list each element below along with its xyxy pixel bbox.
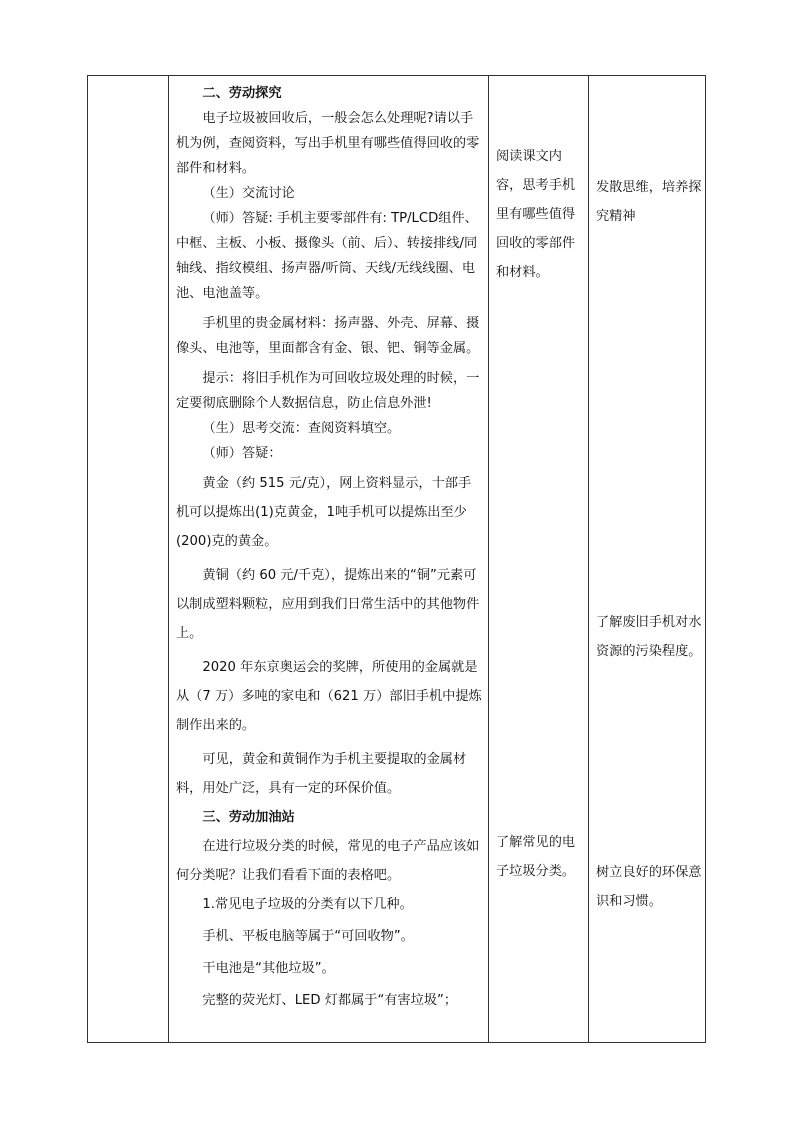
paragraph: 在进行垃圾分类的时候，常见的电子产品应该如何分类呢？让我们看看下面的表格吧。 [176,839,480,883]
lesson-table [87,75,706,1043]
paragraph: 提示：将旧手机作为可回收垃圾处理的时候，一定要彻底删除个人数据信息，防止信息外泄! [176,371,480,411]
section-heading: 三、劳动加油站 [202,810,295,825]
section-heading: 二、劳动探究 [202,86,282,101]
student-activity: 了解常见的电子垃圾分类。 [496,835,576,879]
student-activity: 阅读课文内容，思考手机里有哪些值得回收的零部件和材料。 [496,149,576,280]
paragraph: （师）答疑: 手机主要零部件有: TP/LCD组件、中框、主板、小板、摄像头（前、后）、转接排线/同轴线、指纹模组、扬声器/听筒、天线/无线线圈、电池、电池盖等。 [176,211,478,301]
paragraph: 1.常见电子垃圾的分类有以下几种。 [202,897,413,912]
design-intent-column [588,76,707,1042]
paragraph: 可见，黄金和黄铜作为手机主要提取的金属材料，用处广泛，具有一定的环保价值。 [176,752,467,796]
student-activity-column [488,76,588,1042]
paragraph: 黄金（约 515 元/克），网上资料显示，十部手机可以提炼出(1)克黄金，1吨手机可以提炼出至少(200)克的黄金。 [176,476,472,549]
paragraph: （师）答疑： [202,446,282,461]
paragraph: 手机里的贵金属材料：扬声器、外壳、屏幕、摄像头、电池等，里面都含有金、银、钯、铜等金属。 [176,316,480,356]
design-intent: 了解废旧手机对水资源的污染程度。 [596,615,702,659]
paragraph: 2020 年东京奥运会的奖牌，所使用的金属就是从（7 万）多吨的家电和（621 万）部旧手机中提炼制作出来的。 [176,660,482,733]
design-intent: 树立良好的环保意识和习惯。 [596,865,702,909]
design-intent: 发散思维，培养探究精神 [596,180,702,224]
paragraph: （生）思考交流：查阅资料填空。 [202,421,401,436]
paragraph: 电子垃圾被回收后，一般会怎么处理呢?请以手机为例，查阅资料，写出手机里有哪些值得回收的零部件和材料。 [176,111,480,176]
paragraph: 完整的荧光灯、LED 灯都属于“有害垃圾”； [202,993,458,1008]
paragraph: 黄铜（约 60 元/千克），提炼出来的“铜”元素可以制成塑料颗粒，应用到我们日常生活中的其他物件上。 [176,568,480,641]
paragraph: 手机、平板电脑等属于“可回收物”。 [202,929,414,944]
paragraph: 干电池是“其他垃圾”。 [202,961,335,976]
paragraph: （生）交流讨论 [202,186,295,201]
teaching-content-column [168,76,488,1015]
